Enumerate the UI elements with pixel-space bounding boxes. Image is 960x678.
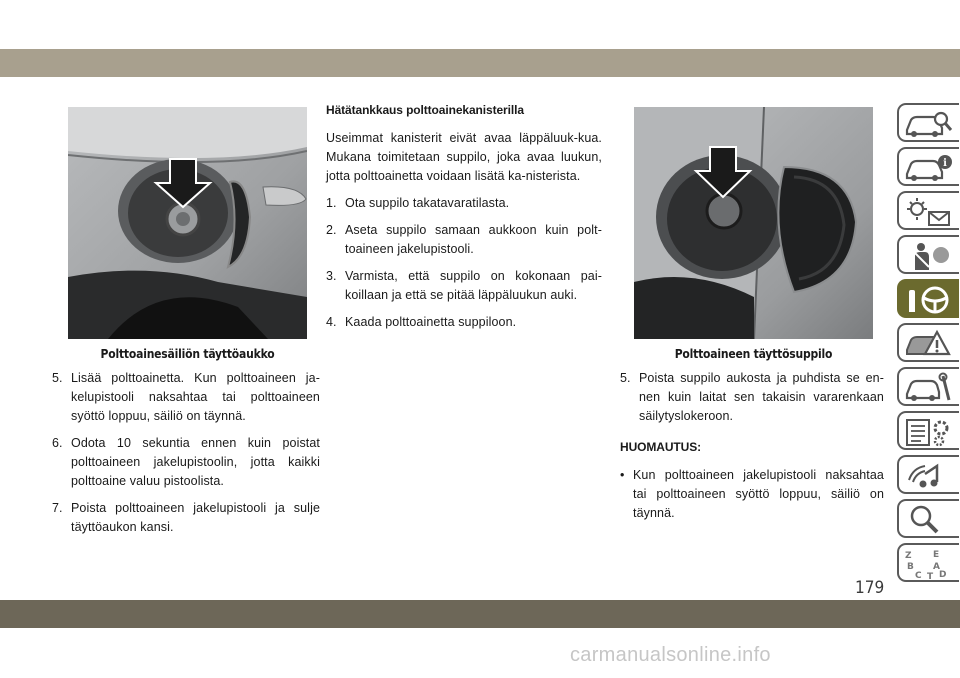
header-band xyxy=(0,49,960,77)
car-magnifier-icon xyxy=(903,108,955,140)
note-heading: HUOMAUTUS: xyxy=(620,440,701,454)
step-number: 2. xyxy=(326,223,337,237)
fuel-filler-photo xyxy=(68,107,307,339)
svg-text:B: B xyxy=(907,562,914,572)
tab-customer-assistance[interactable] xyxy=(897,499,959,538)
figure-caption: Polttoainesäiliön täyttöaukko xyxy=(100,347,275,361)
svg-text:C: C xyxy=(915,571,922,580)
step-item xyxy=(326,313,602,332)
step-text: Lisää polttoainetta. Kun polttoaineen ja-kelupistooli naksahtaa tai polttoaineen syöttö loppuu, säiliö on täynnä. xyxy=(71,371,320,423)
multimedia-note-icon xyxy=(903,460,955,492)
svg-text:D: D xyxy=(939,570,947,580)
tab-starting-and-operating[interactable] xyxy=(897,279,959,318)
key-steering-wheel-icon xyxy=(903,284,955,316)
tab-instrument-panel[interactable] xyxy=(897,191,959,230)
note-bullet xyxy=(620,466,884,523)
step-number: 5. xyxy=(620,371,631,385)
seatbelt-airbag-icon xyxy=(903,240,955,272)
step-text: Poista suppilo aukosta ja puhdista se en-nen kuin laitat sen takaisin vararenkaan säilytyslokeroon. xyxy=(639,371,884,423)
step-number: 7. xyxy=(52,501,63,515)
step-item xyxy=(52,434,320,491)
step-text: Ota suppilo takatavaratilasta. xyxy=(345,196,510,210)
step-item xyxy=(620,369,884,426)
car-info-icon xyxy=(903,152,955,184)
bullet-mark: • xyxy=(620,468,625,482)
intro-paragraph: Useimmat kanisterit eivät avaa läppäluuk-kua. Mukana toimitetaan suppilo, joka avaa luukun, jotta polttoainetta voidaan lisätä ka-nisterista. xyxy=(326,131,602,183)
watermark: carmanualsonline.info xyxy=(570,644,771,666)
tab-technical-specifications[interactable] xyxy=(897,411,959,450)
step-item xyxy=(326,194,602,213)
specifications-gear-icon xyxy=(903,416,955,448)
svg-text:Z: Z xyxy=(905,551,912,561)
svg-text:E: E xyxy=(933,550,940,560)
step-number: 1. xyxy=(326,196,337,210)
car-wrench-icon xyxy=(903,372,955,404)
step-item xyxy=(326,221,602,259)
step-text: Odota 10 sekuntia ennen kuin poistat polttoaineen jakelupistoolin, jotta kaikki polttoaine valuu pistoolista. xyxy=(71,436,320,488)
alphabetical-index-icon xyxy=(903,548,955,580)
tab-getting-to-know-vehicle[interactable] xyxy=(897,103,959,142)
tab-safety[interactable] xyxy=(897,235,959,274)
magnifier-icon xyxy=(903,504,955,536)
step-text: Aseta suppilo samaan aukkoon kuin polt-toaineen jakelupistooli. xyxy=(345,223,602,256)
svg-text:i: i xyxy=(943,158,947,169)
chapter-tabs xyxy=(897,103,960,587)
step-item xyxy=(326,267,602,305)
step-number: 5. xyxy=(52,371,63,385)
tab-multimedia[interactable] xyxy=(897,455,959,494)
step-item xyxy=(52,369,320,426)
roadside-warning-triangle-icon xyxy=(903,328,955,360)
tab-servicing[interactable] xyxy=(897,367,959,406)
left-text-column xyxy=(52,369,320,545)
step-item xyxy=(52,499,320,537)
step-text: Varmista, että suppilo on kokonaan pai-koillaan ja että se pitää läppäluukun auki. xyxy=(345,269,602,302)
tab-index[interactable] xyxy=(897,543,959,582)
step-number: 6. xyxy=(52,436,63,450)
note-text: Kun polttoaineen jakelupistooli naksahtaa tai polttoaineen syöttö loppuu, säiliö on täynnä. xyxy=(633,468,884,520)
page-number: 179 xyxy=(855,578,885,598)
footer-band xyxy=(0,600,960,628)
section-heading: Hätätankkaus polttoainekanisterilla xyxy=(326,103,524,117)
step-text: Kaada polttoainetta suppiloon. xyxy=(345,315,517,329)
warning-light-message-icon xyxy=(903,196,955,228)
tab-in-case-of-emergency[interactable] xyxy=(897,323,959,362)
tab-vehicle-info[interactable] xyxy=(897,147,959,186)
step-number: 4. xyxy=(326,315,337,329)
step-number: 3. xyxy=(326,269,337,283)
fuel-funnel-photo xyxy=(634,107,873,339)
step-text: Poista polttoaineen jakelupistooli ja sulje täyttöaukon kansi. xyxy=(71,501,320,534)
svg-text:T: T xyxy=(927,572,934,580)
right-text-column xyxy=(620,369,884,531)
svg-text:A: A xyxy=(933,562,940,572)
figure-caption: Polttoaineen täyttösuppilo xyxy=(674,347,833,361)
middle-text-column xyxy=(326,101,602,340)
